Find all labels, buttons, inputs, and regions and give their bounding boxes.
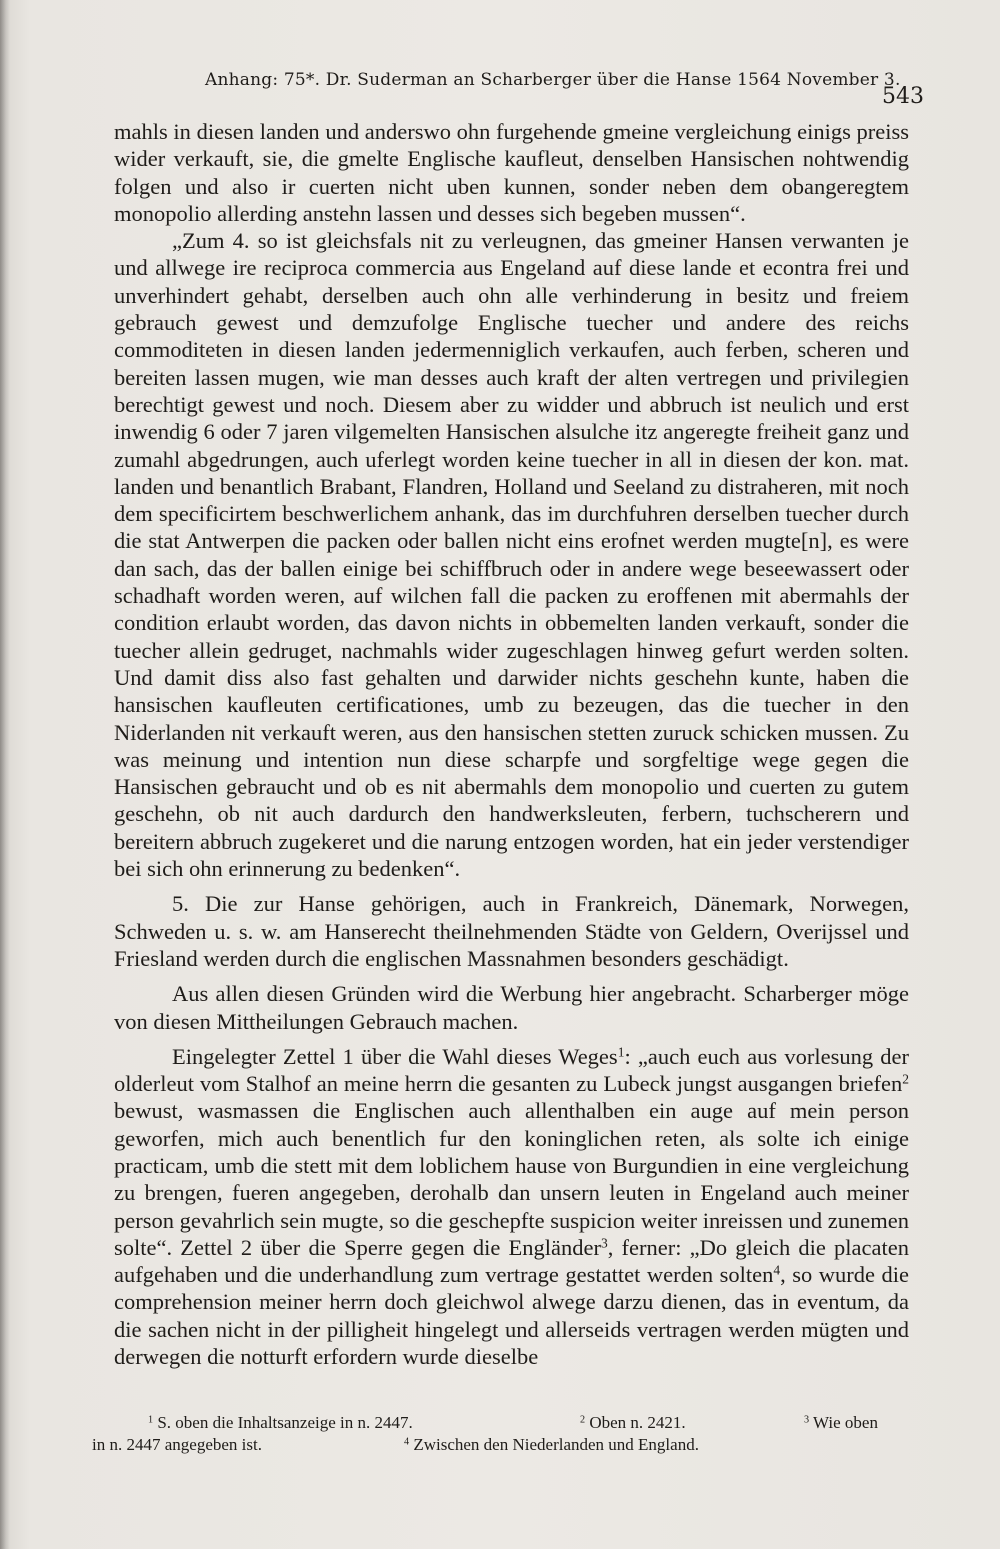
zettel-text-5: , so wurde die comprehension meiner herrn doch gleichwol alwege darzu dienen, das in eventum, da die sachen nicht in der pilligheit hingelegt und allerseids vertragen werden mügten und derwegen die notturft erfordern wurde dieselbe <box>114 1262 909 1370</box>
footnote-3 <box>804 1412 878 1433</box>
paragraph-point-5: 5. Die zur Hanse gehörigen, auch in Frankreich, Dänemark, Norwegen, Schweden u. s. w. am Hanserecht theilnehmenden Städte von Geldern, Overijssel und Friesland werden durch die englischen Massnahmen besonders geschädigt. <box>114 891 909 971</box>
footnote-row-1 <box>92 1412 902 1434</box>
footnote-ref-4: 4 <box>773 1262 781 1278</box>
footnote-1 <box>148 1412 413 1433</box>
footnote-mark: 2 <box>580 1414 586 1426</box>
paragraph-point-4: „Zum 4. so ist gleichsfals nit zu verleugnen, das gmeiner Hansen verwanten je und allwege ire reciproca commercia aus Engeland auf diese lande et econtra frei und unverhindert gehabt, derselben auch ohn alle verhinderung in besitz und freiem gebrauch gewest und demzufolge Englische tuecher und andere des reichs commoditeten in diesen landen jedermenniglich verkaufen, auch ferben, scheren und bereiten lassen mugen, wie man desses auch kraft der alten vertregen und privilegien berechtigt gewest und noch. Diesem aber zu widder und abbruch ist neulich und erst inwendig 6 oder 7 jaren vilgemelten Hansischen alsulche itz angeregte freiheit ganz und zumahl abgedrungen, auch uferlegt worden keine tuecher in all in diesen der kon. mat. landen und benantlich Brabant, Flandren, Holland und Seeland zu distraheren, mit noch dem specificirtem beschwerlichem anhank, das im durchfuhren derselben tuecher durch die stat Antwerpen die packen oder ballen nicht eins erofnet werden mugte[n], es were dan sach, das der ballen einige bei schiffbruch oder in andere wege beseewassert oder schadhaft worden weren, auf wilchen fall die packen zu eroffenen mit abermahls der condition erlaubt worden, das davon nichts in obbemelten landen verkauft, sonder die tuecher allein gedruget, nachmahls wider zugeschlagen hinweg gefurt werden solten. Und damit diss also fast gehalten und darwider nichts geschehn kunte, haben die hansischen kaufleuten certificationes, umb zu bezeugen, das die tuecher in den Niderlanden nit verkauft weren, aus den hansischen stetten zuruck schicken mussen. Zu was meinung und intention nun diese scharpfe und sorgfeltige wege gegen die Hansischen gebraucht und ob es nit abermahls dem monopolio und cuerten zu gutem geschehn, ob nit auch dardurch den handwerksleuten, ferbern, tuchscherern und bereitern abbruch zugekeret und die narung entzogen worden, hat ein jeder verstendiger bei sich ohn erinnerung zu bedenken“. <box>114 228 909 882</box>
footnote-ref-1: 1 <box>617 1044 625 1060</box>
footnotes <box>92 1412 902 1456</box>
footnote-mark: 4 <box>404 1436 410 1448</box>
footnote-text: Wie oben <box>813 1413 878 1432</box>
body-text <box>114 118 909 1370</box>
paragraph-continuation: mahls in diesen landen und anderswo ohn furgehende gmeine vergleichung einigs preiss wider verkauft, sie, die gmelte Englische kaufleut, denselben Hansischen nohtwendig folgen und also ir cuerten nicht uben kunnen, sonder neben dem obangeregtem monopolio allerding anstehn lassen und desses sich begeben mussen“. <box>114 119 909 226</box>
footnote-row-2 <box>92 1434 902 1456</box>
footnote-4 <box>404 1434 699 1455</box>
paragraph-conclusion: Aus allen diesen Gründen wird die Werbung hier angebracht. Scharberger möge von diesen Mittheilungen Gebrauch machen. <box>114 981 909 1034</box>
footnote-mark: 3 <box>804 1414 810 1426</box>
footnote-3-continued: in n. 2447 angegeben ist. <box>92 1435 262 1454</box>
page-number: 543 <box>882 84 924 109</box>
zettel-text-1: Eingelegter Zettel 1 über die Wahl dieses Weges <box>172 1043 618 1069</box>
footnote-ref-3: 3 <box>600 1235 608 1251</box>
footnote-ref-2: 2 <box>902 1071 909 1087</box>
zettel-text-4: , ferner: „Do gleich die placaten aufgehaben und die underhandlung zum vertrage gestattet werden solten <box>114 1234 909 1288</box>
binding-edge <box>0 0 10 1549</box>
footnote-text: S. oben die Inhaltsanzeige in n. 2447. <box>157 1413 413 1432</box>
footnote-2 <box>580 1412 686 1433</box>
running-head: Anhang: 75*. Dr. Suderman an Scharberger über die Hanse 1564 November 3. <box>205 70 901 90</box>
paragraph-zettel <box>114 1043 909 1371</box>
footnote-text: Zwischen den Niederlanden und England. <box>413 1435 699 1454</box>
footnote-text: Oben n. 2421. <box>589 1413 686 1432</box>
zettel-text-2: : „auch euch aus vorlesung der olderleut vom Stalhof an meine herrn die gesanten zu Lubeck jungst ausgangen briefen <box>114 1043 909 1097</box>
zettel-text-3: bewust, wasmassen die Englischen auch allenthalben ein auge auf mein person geworfen, mich auch benentlich fur den koninglichen reten, als solte ich einige practicam, umb die stett mit dem loblichem hause von Burgundien in eine vergleichung zu brengen, fueren angegeben, derohalb dan unsern leuten in Engeland auch meiner person gevahrlich sein mugte, so die geschepfte suspicion weiter inreissen und zunemen solte“. Zettel 2 über die Sperre gegen die Engländer <box>114 1098 909 1260</box>
footnote-mark: 1 <box>148 1414 154 1426</box>
